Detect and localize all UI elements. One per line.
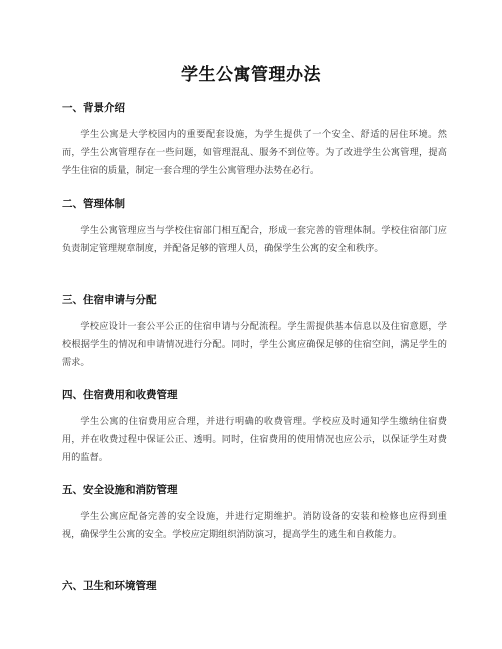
section-paragraph: 学生公寓应配备完善的安全设施，并进行定期维护。消防设备的安装和检修也应得到重视，确保学生公寓的安全。学校应定期组织消防演习，提高学生的逃生和自救能力。 <box>62 511 447 540</box>
section-safety-fire <box>62 482 447 544</box>
section-heading: 五、安全设施和消防管理 <box>62 484 178 496</box>
section-fees-management <box>62 387 447 467</box>
section-accommodation-application <box>62 292 447 372</box>
section-heading: 一、背景介绍 <box>62 102 125 114</box>
section-paragraph: 学校应设计一套公平公正的住宿申请与分配流程。学生需提供基本信息以及住宿意愿，学校根据学生的情况和申请情况进行分配。同时，学生公寓应确保足够的住宿空间，满足学生的需求。 <box>62 321 447 368</box>
section-management-system <box>62 196 447 258</box>
section-background <box>62 100 447 180</box>
section-paragraph: 学生公寓的住宿费用应合理，并进行明确的收费管理。学校应及时通知学生缴纳住宿费用，并在收费过程中保证公正、透明。同时，住宿费用的使用情况也应公示，以保证学生对费用的监督。 <box>62 416 447 463</box>
section-heading: 六、卫生和环境管理 <box>62 580 157 592</box>
section-paragraph: 学生公寓管理应当与学校住宿部门相互配合，形成一套完善的管理体制。学校住宿部门应负责制定管理规章制度，并配备足够的管理人员，确保学生公寓的安全和秩序。 <box>62 225 447 254</box>
section-heading: 二、管理体制 <box>62 198 125 210</box>
section-heading: 四、住宿费用和收费管理 <box>62 389 178 401</box>
section-paragraph: 学生公寓是大学校园内的重要配套设施，为学生提供了一个安全、舒适的居住环境。然而，学生公寓管理存在一些问题，如管理混乱、服务不到位等。为了改进学生公寓管理，提高学生住宿的质量，制定一套合理的学生公寓管理办法势在必行。 <box>62 129 447 176</box>
section-hygiene-environment <box>62 578 447 594</box>
document-title: 学生公寓管理办法 <box>181 65 321 85</box>
section-heading: 三、住宿申请与分配 <box>62 294 157 306</box>
